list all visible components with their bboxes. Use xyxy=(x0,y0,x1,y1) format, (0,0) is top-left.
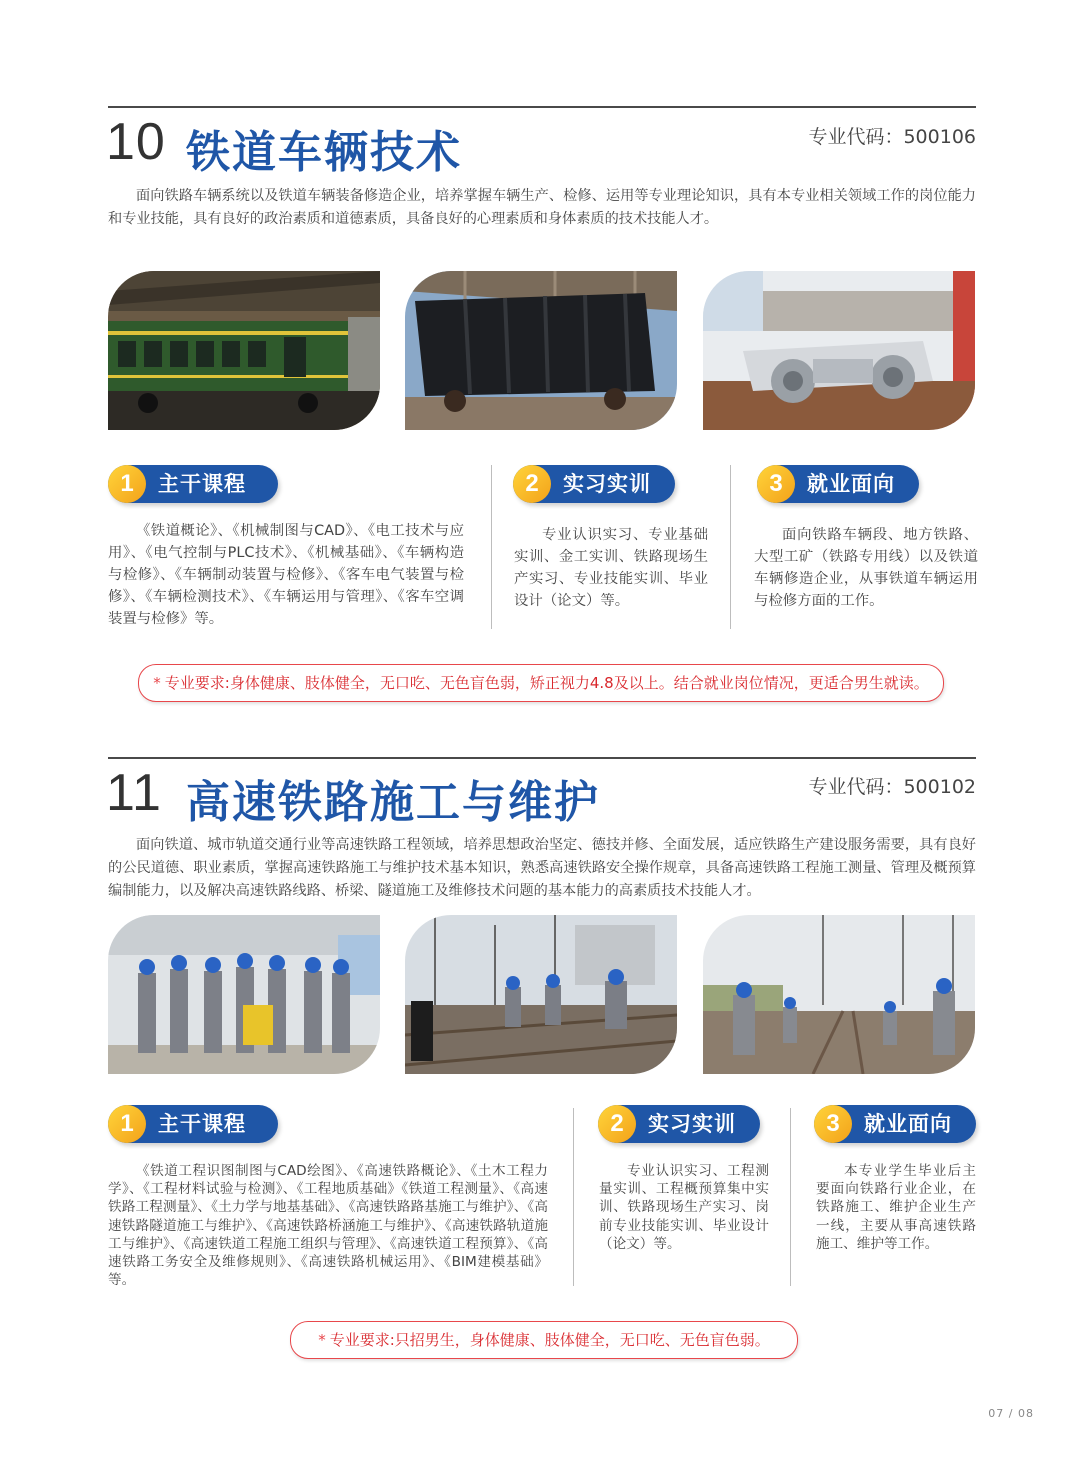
section-10-training-text: 专业认识实习、专业基础实训、金工实训、铁路现场生产实习、专业技能实训、毕业设计（论文）等。 xyxy=(514,527,708,609)
training-heading-label: 实习实训 xyxy=(648,1112,736,1136)
column-divider xyxy=(790,1108,791,1286)
section-10-jobs-heading xyxy=(757,465,919,503)
asterisk-icon: * xyxy=(318,1331,326,1349)
column-divider xyxy=(491,465,492,629)
rail-line-workers-photo xyxy=(703,915,975,1074)
section-11-jobs-heading xyxy=(814,1105,976,1143)
jobs-heading-label: 就业面向 xyxy=(864,1112,952,1136)
jobs-heading-label: 就业面向 xyxy=(807,472,895,496)
section-10-title: 铁道车辆技术 xyxy=(186,127,462,178)
section-11-training-heading xyxy=(598,1105,760,1143)
section-11-requirement-box xyxy=(290,1321,798,1359)
bogie-display-photo xyxy=(703,271,975,430)
number-badge-1: 1 xyxy=(108,465,146,503)
section-11-jobs-text: 本专业学生毕业后主要面向铁路行业企业，在铁路施工、维护企业生产一线，主要从事高速铁路施工、维护等工作。 xyxy=(816,1163,976,1252)
section-10-courses-heading xyxy=(108,465,278,503)
workers-training-room-photo xyxy=(108,915,380,1074)
courses-heading-label: 主干课程 xyxy=(158,1112,246,1136)
page-number: 07 / 08 xyxy=(988,1407,1034,1420)
courses-heading-label: 主干课程 xyxy=(158,472,246,496)
column-divider xyxy=(730,465,731,629)
section-10-requirement-box xyxy=(138,664,944,702)
section-11-courses-heading xyxy=(108,1105,278,1143)
section-11-requirement-text: 专业要求:只招男生，身体健康、肢体健全，无口吃、无色盲色弱。 xyxy=(329,1331,770,1349)
column-divider xyxy=(573,1108,574,1286)
green-passenger-car-photo xyxy=(108,271,380,430)
section-10-courses-text: 《铁道概论》、《机械制图与CAD》、《电工技术与应用》、《电气控制与PLC技术》、《机械基础》、《车辆构造与检修》、《车辆制动装置与检修》、《客车电气装置与检修》、《车辆检测技术》、《车辆运用与管理》、《客车空调装置与检修》等。 xyxy=(108,523,464,627)
track-maintenance-photo xyxy=(405,915,677,1074)
number-badge-3: 3 xyxy=(757,465,795,503)
number-badge-2: 2 xyxy=(513,465,551,503)
section-11-courses-text: 《铁道工程识图制图与CAD绘图》、《高速铁路概论》、《土木工程力学》、《工程材料试验与检测》、《工程地质基础》《铁道工程测量》、《高速铁路工程测量》、《土力学与地基基础》、《高速铁路路基施工与维护》、《高速铁路隧道施工与维护》、《高速铁路桥涵施工与维护》、《高速铁路轨道施工与维护》、《高速铁道工程施工组织与管理》、《高速铁道工程预算》、《高速铁路工务安全及维修规则》、《高速铁路机械运用》、《BIM建模基础》等。 xyxy=(108,1163,548,1289)
section-10-jobs-text: 面向铁路车辆段、地方铁路、大型工矿（铁路专用线）以及铁道车辆修造企业，从事铁道车辆运用与检修方面的工作。 xyxy=(754,527,978,609)
training-heading-label: 实习实训 xyxy=(563,472,651,496)
section-11-top-rule xyxy=(108,757,976,759)
black-freight-wagon-photo xyxy=(405,271,677,430)
section-10-number: 10 xyxy=(106,113,166,171)
section-11-training-text: 专业认识实习、工程测量实训、工程概预算集中实训、铁路现场生产实习、岗前专业技能实训、毕业设计（论文）等。 xyxy=(599,1163,769,1252)
section-10-requirement-text: 专业要求:身体健康、肢体健全，无口吃、无色盲色弱，矫正视力4.8及以上。结合就业岗位情况，更适合男生就读。 xyxy=(164,674,929,692)
number-badge-3: 3 xyxy=(814,1105,852,1143)
section-10-training-heading xyxy=(513,465,675,503)
number-badge-1: 1 xyxy=(108,1105,146,1143)
section-10-description: 面向铁路车辆系统以及铁道车辆装备修造企业，培养掌握车辆生产、检修、运用等专业理论知识，具有本专业相关领域工作的岗位能力和专业技能，具有良好的政治素质和道德素质，具备良好的心理素质和身体素质的技术技能人才。 xyxy=(108,188,976,227)
section-10-top-rule xyxy=(108,106,976,108)
asterisk-icon: * xyxy=(153,674,161,692)
number-badge-2: 2 xyxy=(598,1105,636,1143)
section-11-major-code: 专业代码：500102 xyxy=(808,776,976,798)
section-11-description: 面向铁道、城市轨道交通行业等高速铁路工程领域，培养思想政治坚定、德技并修、全面发展，适应铁路生产建设服务需要，具有良好的公民道德、职业素质，掌握高速铁路施工与维护技术基本知识，熟悉高速铁路安全操作规章，具备高速铁路工程施工测量、管理及概预算编制能力，以及解决高速铁路线路、桥梁、隧道施工及维修技术问题的基本能力的高素质技术技能人才。 xyxy=(108,837,976,899)
section-10-major-code: 专业代码：500106 xyxy=(808,126,976,148)
section-11-title: 高速铁路施工与维护 xyxy=(186,777,600,828)
section-11-number: 11 xyxy=(106,764,162,822)
